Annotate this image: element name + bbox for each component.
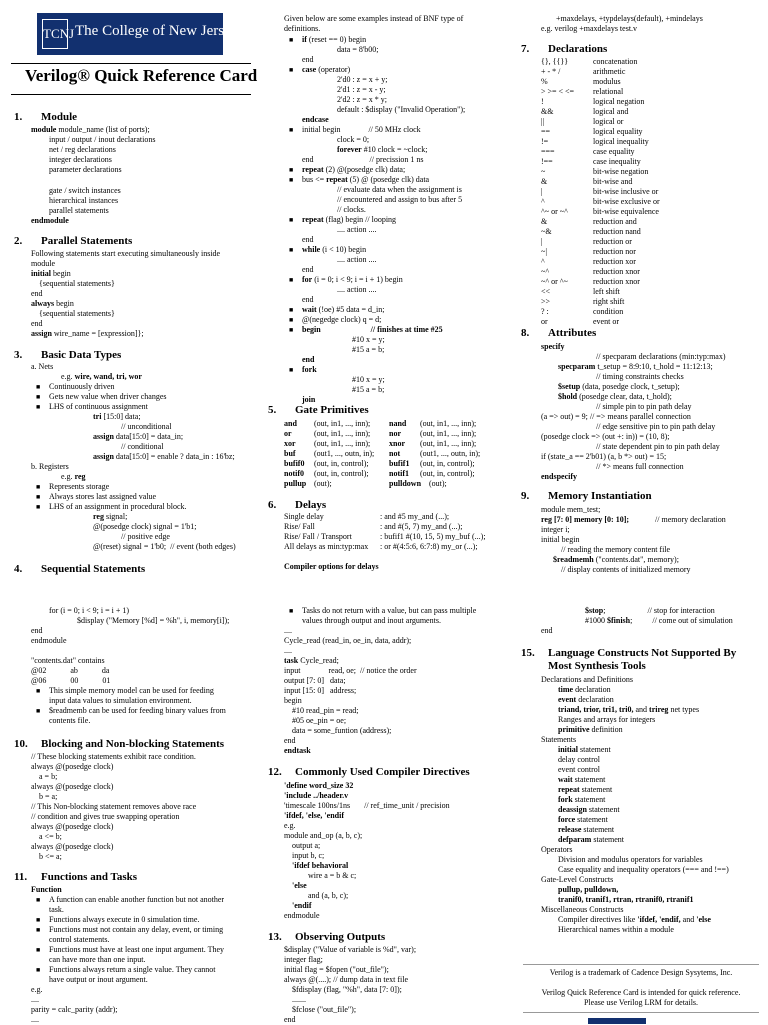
- section-heading-functions: 11. Functions and Tasks: [14, 871, 137, 883]
- title-rule-top: [11, 63, 251, 64]
- operator-symbol: &: [541, 177, 548, 186]
- operator-description: reduction and: [593, 217, 637, 226]
- section-heading-memory: 9. Memory Instantiation: [521, 490, 652, 502]
- operator-description: concatenation: [593, 57, 638, 66]
- operator-symbol: ^: [541, 257, 545, 266]
- section-heading-parallel: 2. Parallel Statements: [14, 235, 133, 247]
- footer-logo-strip: [588, 1018, 646, 1024]
- operator-symbol: !==: [541, 157, 553, 166]
- operator-symbol: !=: [541, 137, 549, 146]
- section-heading-sequential: 4. Sequential Statements: [14, 563, 146, 575]
- operator-description: bit-wise negation: [593, 167, 649, 176]
- section-heading-unsupported-line2: Most Synthesis Tools: [548, 660, 646, 672]
- logo-text: The College of New Jersey: [75, 23, 239, 39]
- disclaimer-line-1: Verilog Quick Reference Card is intended for quick reference.: [541, 988, 741, 997]
- operator-description: right shift: [593, 297, 625, 306]
- operator-description: bit-wise inclusive or: [593, 187, 659, 196]
- section-heading-blocking: 10. Blocking and Non-blocking Statements: [14, 738, 225, 750]
- college-logo: [37, 13, 239, 55]
- operator-symbol: ~^: [541, 267, 550, 276]
- operator-symbol: <<: [541, 287, 551, 296]
- operator-description: modulus: [593, 77, 621, 86]
- trademark-note: Verilog is a trademark of Cadence Design Sysytems, Inc.: [549, 968, 733, 977]
- operator-symbol: ^: [541, 197, 545, 206]
- operator-symbol: {}, {{}}: [541, 57, 569, 66]
- operator-symbol: ? :: [541, 307, 549, 316]
- section-heading-delays: 6. Delays: [268, 499, 327, 511]
- operator-description: logical and: [593, 107, 629, 116]
- operators-table: [541, 57, 759, 327]
- operator-description: reduction xnor: [593, 267, 640, 276]
- operator-symbol: |: [541, 237, 543, 246]
- section-heading-directives: 12. Commonly Used Compiler Directives: [268, 766, 470, 778]
- title-rule-bottom: [11, 94, 251, 95]
- operator-symbol: &: [541, 217, 548, 226]
- section-heading-gates: 5. Gate Primitives: [268, 404, 369, 416]
- operator-symbol: > >= < <=: [541, 87, 575, 96]
- operator-description: bit-wise exclusive or: [593, 197, 660, 206]
- operator-symbol: ~|: [541, 247, 547, 256]
- operator-description: reduction or: [593, 237, 632, 246]
- operator-description: left shift: [593, 287, 620, 296]
- operator-description: reduction xnor: [593, 277, 640, 286]
- operator-description: logical equality: [593, 127, 643, 136]
- operator-description: reduction xor: [593, 257, 636, 266]
- operator-symbol: >>: [541, 297, 551, 306]
- operator-description: logical or: [593, 117, 624, 126]
- operator-symbol: ~: [541, 167, 546, 176]
- operator-symbol: or: [541, 317, 548, 326]
- operator-description: reduction nand: [593, 227, 641, 236]
- operator-symbol: ===: [541, 147, 555, 156]
- operator-symbol: !: [541, 97, 544, 106]
- operator-symbol: ==: [541, 127, 551, 136]
- operator-description: event or: [593, 317, 619, 326]
- disclaimer-line-2: Please use Verilog LRM for details.: [583, 998, 699, 1007]
- section-heading-declarations: 7. Declarations: [521, 43, 608, 55]
- section-heading-attributes: 8. Attributes: [521, 327, 597, 339]
- operator-symbol: &&: [541, 107, 554, 116]
- section-heading-data-types: 3. Basic Data Types: [14, 349, 122, 361]
- operator-description: logical inequality: [593, 137, 649, 146]
- logo-mark: TCNJ: [42, 19, 68, 49]
- section-heading-unsupported: 15. Language Constructs Not Supported By: [521, 647, 737, 659]
- operator-description: arithmetic: [593, 67, 626, 76]
- section-heading-module: 1. Module: [14, 111, 78, 123]
- footer-rule-bottom: [523, 1012, 759, 1013]
- operator-description: bit-wise equivalence: [593, 207, 659, 216]
- operator-description: bit-wise and: [593, 177, 633, 186]
- operator-symbol: ^~ or ~^: [541, 207, 568, 216]
- footer-rule: [523, 964, 759, 965]
- operator-symbol: |: [541, 187, 543, 196]
- page-title: Verilog® Quick Reference Card: [25, 66, 258, 85]
- operator-symbol: ||: [541, 117, 545, 126]
- operator-description: case inequality: [593, 157, 641, 166]
- operator-description: logical negation: [593, 97, 645, 106]
- operator-symbol: ~&: [541, 227, 552, 236]
- operator-description: reduction nor: [593, 247, 636, 256]
- operator-symbol: + - * /: [541, 67, 561, 76]
- operator-symbol: %: [541, 77, 548, 86]
- operator-description: case equality: [593, 147, 635, 156]
- operator-symbol: ~^ or ^~: [541, 277, 568, 286]
- section-heading-outputs: 13. Observing Outputs: [268, 931, 386, 943]
- operator-description: condition: [593, 307, 624, 316]
- operator-description: relational: [593, 87, 624, 96]
